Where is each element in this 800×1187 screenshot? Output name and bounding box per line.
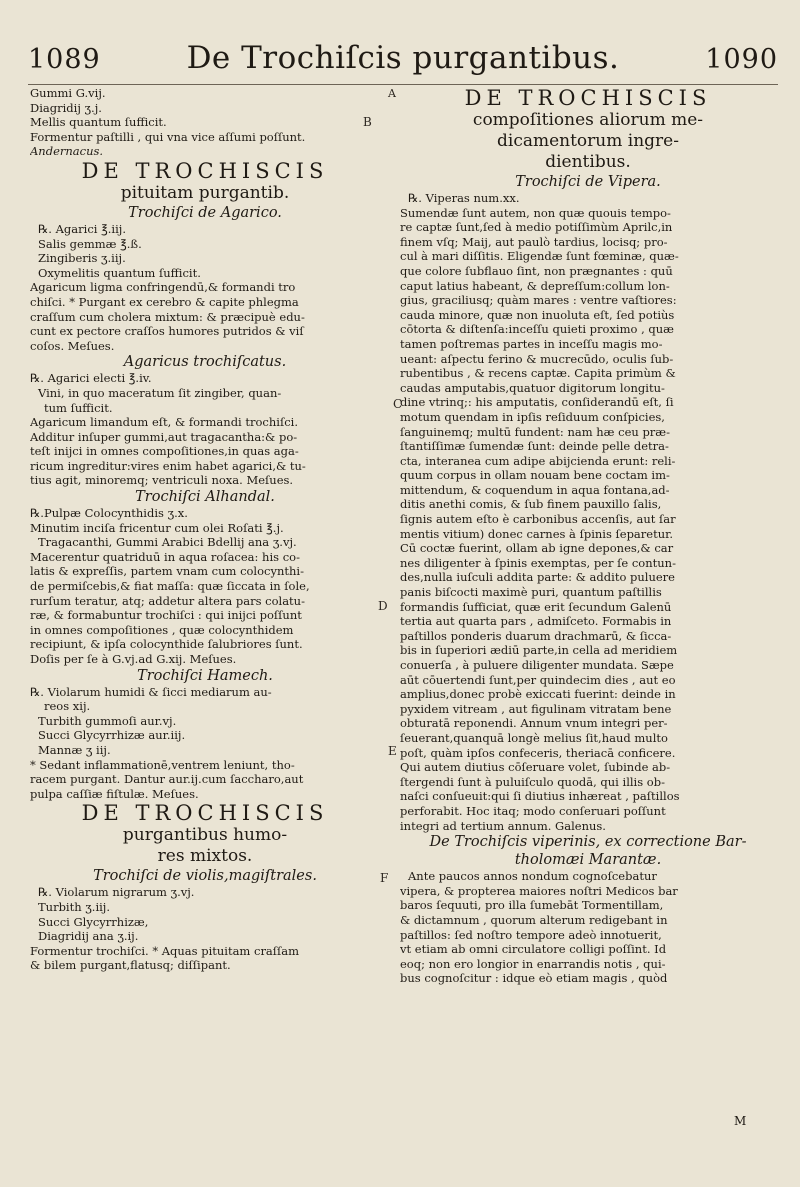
right-column-line: mentis vitium) donec carnes à ſpinis ſeparetur. bbox=[400, 526, 674, 541]
left-column-line: Succi Glycyrrhizæ, bbox=[38, 914, 149, 929]
left-column-line: tius agit, minoremq; ventriculi noxa. Meſues. bbox=[30, 473, 294, 488]
right-column-line: formandis ſufficiat, quæ erit ſecundum Galenū bbox=[400, 599, 672, 614]
right-column-line: amplius,donec probè exiccati fuerint: deinde in bbox=[400, 687, 676, 702]
left-column-line: purgantibus humo- bbox=[122, 825, 288, 846]
left-column-line: DE TROCHISCIS bbox=[81, 801, 329, 826]
left-column-line: latis & expreſſis, partem vnam cum colocynthi- bbox=[30, 564, 304, 579]
right-column-line: ſanguinemq; multū fundent: nam hæ ceu præ- bbox=[400, 424, 670, 439]
right-column-line: ſtergendi ſunt à puluiſculo quodā, qui illis ob- bbox=[400, 774, 665, 789]
left-column-line: Vini, in quo maceratum ſit zingiber, quan- bbox=[38, 385, 282, 400]
right-column-line: caput latius habeant, & depreſſum:collum lon- bbox=[400, 278, 670, 293]
right-column-line: obturatā reponendi. Annum vnum integri per- bbox=[400, 716, 668, 731]
right-column-line: gius, graciliusq; quàm mares : ventre vaſtiores: bbox=[400, 293, 677, 308]
right-column-line: pyxidem vitream , aut figulinam vitratam bene bbox=[400, 701, 672, 716]
left-column-line: cunt ex pectore craſſos humores putridos & viſ bbox=[30, 324, 304, 339]
left-column-line: ℞.Pulpæ Colocynthidis ʒ.x. bbox=[30, 506, 188, 521]
right-column-line: Trochiſci de Vipera. bbox=[515, 174, 661, 190]
right-column-line: dientibus. bbox=[545, 152, 631, 172]
left-column-line: tum ſufficit. bbox=[44, 400, 113, 415]
right-column-line: vt etiam ab omni circulatore colligi poſſint. Id bbox=[400, 942, 667, 957]
left-column-line: ℞. Violarum humidi & ſicci mediarum au- bbox=[30, 684, 272, 699]
left-column-line: Mannæ ʒ iij. bbox=[38, 742, 111, 757]
right-column-line: Sumendæ ſunt autem, non quæ quouis tempo- bbox=[400, 205, 671, 220]
right-column-line: nes diligenter à ſpinis exemptas, per ſe contun- bbox=[400, 555, 676, 570]
left-column-line: recipiunt, & ipſa colocynthide ſalubriores ſunt. bbox=[30, 637, 303, 652]
left-column-line: Agaricus trochiſcatus. bbox=[123, 354, 287, 371]
right-column-line: caudas amputabis,quatuor digitorum longitu- bbox=[400, 380, 665, 395]
right-column-line: baros ſequuti, pro illa ſumebāt Tormentillam, bbox=[400, 898, 664, 913]
left-column-line: racem purgant. Dantur aur.ij.cum ſaccharo,aut bbox=[30, 772, 304, 787]
right-column-line: poſt, quàm ipſos confeceris, theriacā conficere. bbox=[400, 745, 676, 760]
left-column-line: Agaricum ligma confringendū,& formandi tro bbox=[30, 280, 296, 295]
left-column-line: rurſum teratur, atq; addetur altera pars colatu- bbox=[30, 593, 305, 608]
right-column-line: compoſitiones aliorum me- bbox=[472, 110, 704, 130]
header-rule bbox=[28, 84, 778, 85]
left-column-line: ℞. Agarici electi ℥.iv. bbox=[30, 371, 152, 386]
left-column-line: reos xij. bbox=[44, 699, 91, 714]
right-column-line: dicamentorum ingre- bbox=[497, 131, 679, 151]
left-column-line: Formentur paſtilli , qui vna vice aſſumi poſſunt. bbox=[30, 129, 306, 144]
left-column-line: Zingiberis ʒ.iij. bbox=[38, 251, 126, 266]
right-column-line: ſeuerant,quanquā longè melius ſit,haud multo bbox=[400, 730, 668, 745]
left-column-line: Diagridij ʒ.j. bbox=[30, 100, 102, 115]
left-column-line: Additur inſuper gummi,aut tragacantha:& po- bbox=[30, 429, 298, 444]
left-column-line: Turbith gummoſi aur.vj. bbox=[38, 713, 177, 728]
right-column-line: tholomæi Marantæ. bbox=[514, 852, 662, 869]
left-column-line: in omnes compoſitiones , quæ colocynthidem bbox=[30, 622, 294, 637]
right-column-line: conuerſa , à puluere diligenter mundata. Sæpe bbox=[400, 658, 674, 672]
left-column-line: chiſci. * Purgant ex cerebro & capite phlegma bbox=[30, 294, 299, 309]
left-column-line: ℞. Violarum nigrarum ʒ.vj. bbox=[38, 885, 195, 900]
right-column-line: Cū coctæ fuerint, ollam ab igne depones,& car bbox=[400, 541, 674, 556]
right-column-line: & dictamnum , quorum alterum redigebant in bbox=[400, 912, 668, 927]
left-column-line: Trochiſci de Agarico. bbox=[128, 204, 282, 221]
left-column-line: res mixtos. bbox=[157, 846, 253, 867]
left-column-line: Diagridij ana ʒ.ij. bbox=[38, 929, 139, 944]
margin-letter-c: C bbox=[393, 397, 403, 411]
right-column-line: eoq; non ero longior in enarrandis notis , qui- bbox=[400, 956, 666, 971]
left-column-line: Doſis per ſe à G.vj.ad G.xij. Meſues. bbox=[30, 652, 237, 666]
right-column-line: cōtorta & diſtenſa:inceſſu quieti proximo , quæ bbox=[400, 322, 674, 337]
right-column-line: rubentibus , & recens captæ. Capita primùm & bbox=[400, 366, 676, 381]
right-column-line: Ante paucos annos nondum cognoſcebatur bbox=[408, 869, 657, 884]
right-column bbox=[400, 86, 776, 986]
right-column-line: motum quendam in ipſis reſiduum conſpicies, bbox=[400, 409, 665, 424]
right-column-line: que colore ſubflauo ſint, non prægnantes : quū bbox=[400, 263, 673, 278]
left-column-line: Succi Glycyrrhizæ aur.iij. bbox=[38, 728, 186, 743]
signature-mark: M bbox=[734, 1114, 747, 1128]
left-column-line: pulpa caſſiæ fiſtulæ. Meſues. bbox=[30, 786, 199, 801]
page-number-right: 1090 bbox=[705, 44, 778, 75]
left-column-line: & bilem purgant,flatusq; diſſipant. bbox=[30, 958, 231, 973]
right-column-line: ſignis autem eſto è carbonibus accenſis, aut ſar bbox=[400, 512, 676, 527]
right-column-line: paſtillos ponderis duarum drachmarū, & ſicca- bbox=[400, 628, 672, 643]
right-column-line: tertia aut quarta pars , admiſceto. Formabis in bbox=[400, 614, 672, 629]
right-column-line: vipera, & propterea maiores noſtri Medicos bar bbox=[400, 883, 678, 898]
running-title: De Trochiſcis purgantibus. bbox=[186, 40, 620, 76]
margin-letter-f: F bbox=[380, 871, 389, 885]
left-column-line: craſſum cum cholera mixtum: & præcipuè edu- bbox=[30, 309, 305, 324]
left-column-line: Turbith ʒ.iij. bbox=[38, 899, 111, 914]
right-column-line: tamen poſtremas partes in inceſſu magis mo- bbox=[400, 336, 663, 351]
right-column-line: des,nulla iuſculi addita parte: & addito puluere bbox=[400, 570, 675, 585]
left-column-line: Gummi G.vij. bbox=[30, 86, 106, 100]
right-column-line: De Trochiſcis viperinis, ex correctione Bar- bbox=[429, 834, 747, 851]
left-column-line: Trochiſci de violis,magiſtrales. bbox=[93, 868, 317, 885]
margin-letter-d: D bbox=[378, 599, 388, 613]
left-column-line: ricum ingreditur:vires enim habet agarici,& tu- bbox=[30, 458, 306, 473]
left-column-line: Salis gemmæ ℥.ß. bbox=[38, 236, 142, 251]
right-column-line: quum corpus in ollam nouam bene coctam im- bbox=[400, 468, 670, 483]
page-number-left: 1089 bbox=[28, 44, 101, 75]
left-column-line: Oxymelitis quantum ſufficit. bbox=[38, 265, 201, 280]
left-column-line: Agaricum limandum eſt, & formandi trochiſci. bbox=[30, 415, 298, 430]
right-column-line: bis in ſuperiori ædiū parte,in cella ad meridiem bbox=[400, 643, 678, 658]
right-column-line: naſci conſueuit:qui ſi diutius inhæreat , paſtillos bbox=[400, 789, 680, 804]
left-column-line: ræ, & formabuntur trochiſci : qui inijci poſſunt bbox=[30, 608, 302, 623]
right-column-line: cauda minore, quæ non inuoluta eſt, ſed potiùs bbox=[400, 307, 675, 322]
right-column-line: ditis anethi comis, & ſub finem pauxillo ſalis, bbox=[400, 497, 662, 512]
right-column-line: panis biſcocti maximè puri, quantum paſtillis bbox=[400, 585, 662, 600]
margin-letter-e: E bbox=[388, 744, 397, 758]
right-column-line: paſtillos: ſed noſtro tempore adeò innotuerit, bbox=[400, 927, 662, 942]
left-column-line: teſt inijci in omnes compoſitiones,in quas aga- bbox=[30, 444, 299, 459]
left-column-line: DE TROCHISCIS bbox=[81, 158, 329, 183]
left-column-line: pituitam purgantib. bbox=[120, 182, 290, 203]
margin-letter-a: A bbox=[388, 87, 396, 100]
left-column-line: ℞. Agarici ℥.iij. bbox=[38, 221, 126, 236]
margin-letter-b: B bbox=[363, 115, 372, 129]
left-column-line: Minutim inciſa fricentur cum olei Roſati ℥.j. bbox=[30, 520, 284, 535]
right-column-line: integri ad tertium annum. Galenus. bbox=[400, 818, 606, 833]
left-column-line: de permiſcebis,& fiat maſſa: quæ ſiccata in ſole, bbox=[30, 579, 310, 594]
right-column-line: bus cognoſcitur : idque eò etiam magis , quòd bbox=[400, 971, 668, 986]
left-column-line: * Sedant inflammationē,ventrem leniunt, tho- bbox=[30, 757, 295, 772]
right-column-line: DE TROCHISCIS bbox=[464, 86, 712, 110]
right-column-line: re captæ ſunt,ſed à medio potiſſimùm Aprilc,in bbox=[400, 220, 673, 235]
left-column bbox=[30, 86, 380, 973]
left-column-line: Trochiſci Alhandal. bbox=[135, 489, 275, 506]
left-column-line: Mellis quantum ſufficit. bbox=[30, 115, 167, 130]
running-header bbox=[28, 40, 778, 84]
right-column-line: mittendum, & coquendum in aqua fontana,ad- bbox=[400, 482, 670, 497]
left-column-line: Formentur trochiſci. * Aquas pituitam craſſam bbox=[30, 943, 300, 958]
right-column-line: finem vſq; Maij, aut paulò tardius, locisq; pro- bbox=[400, 234, 668, 249]
right-column-line: dine vtrinq;: his amputatis, conſiderandū eſt, ſi bbox=[400, 395, 674, 410]
right-column-line: ℞. Viperas num.xx. bbox=[408, 191, 520, 205]
right-column-line: Qui autem diutius cōſeruare volet, ſubinde ab- bbox=[400, 760, 671, 775]
right-column-line: perforabit. Hoc itaq; modo conſeruari poſſunt bbox=[400, 803, 666, 818]
left-column-line: Andernacus. bbox=[30, 144, 104, 159]
left-column-line: Tragacanthi, Gummi Arabici Bdellij ana ʒ.vj. bbox=[38, 535, 297, 550]
left-column-line: Trochiſci Hamech. bbox=[137, 667, 273, 684]
right-column-line: cul à mari diſſitis. Eligendæ ſunt fœminæ, quæ- bbox=[400, 249, 679, 264]
left-column-line: coſos. Meſues. bbox=[30, 338, 115, 353]
right-column-line: cta, interanea cum adipe abijcienda erunt: reli- bbox=[400, 453, 676, 468]
left-column-line: Macerentur quatriduū in aqua roſacea: his co- bbox=[30, 549, 300, 564]
right-column-line: ſtantiſſimæ ſumendæ ſunt: deinde pelle detra- bbox=[400, 439, 669, 454]
right-column-line: ueant: aſpectu ferino & mucrecūdo, oculis ſub- bbox=[400, 351, 674, 366]
right-column-line: aūt cōuertendi ſunt,per quindecim dies , aut eo bbox=[400, 672, 676, 687]
